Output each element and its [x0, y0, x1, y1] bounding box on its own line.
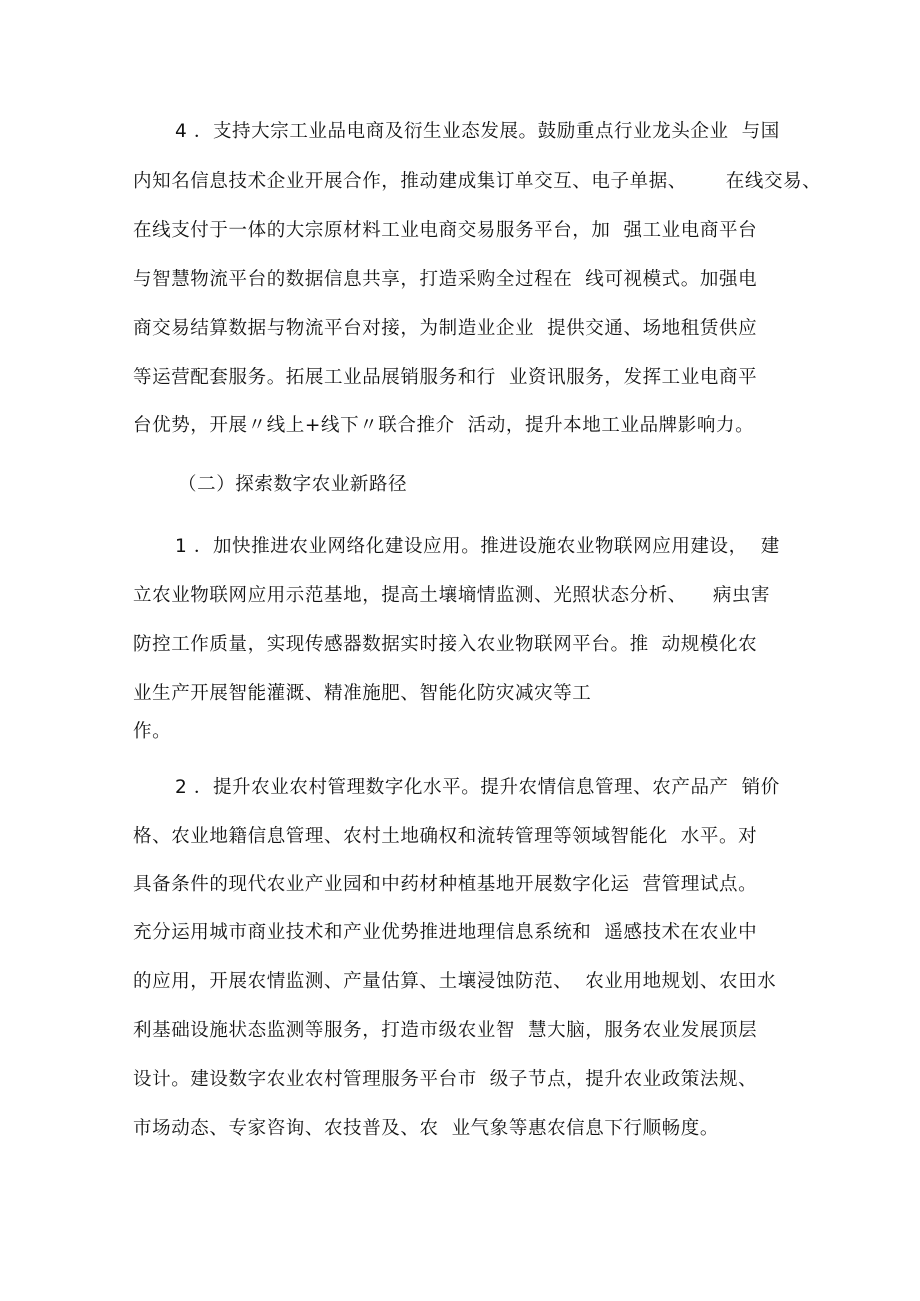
paragraph-line: 内知名信息技术企业开展合作，推动建成集订单交互、电子单据、 在线交易、: [133, 171, 822, 192]
paragraph-line: 立农业物联网应用示范基地，提高土壤墒情监测、光照状态分析、 病虫害: [133, 585, 771, 606]
paragraph-line: 利基础设施状态监测等服务，打造市级农业智 慧大脑，服务农业发展顶层: [133, 1020, 758, 1041]
paragraph-line: 台优势，开展〃线上+线下〃联合推介 活动，提升本地工业品牌影响力。: [133, 415, 755, 436]
paragraph-line: 市场动态、专家咨询、农技普及、农 业气象等惠农信息下行顺畅度。: [133, 1118, 719, 1139]
paragraph-line: 具备条件的现代农业产业园和中药材种植基地开展数字化运 营管理试点。: [133, 874, 758, 895]
paragraph-line: 2 ．提升农业农村管理数字化水平。提升农情信息管理、农产品产 销价: [175, 777, 780, 798]
paragraph-line: 设计。建设数字农业农村管理服务平台市 级子节点，提升农业政策法规、: [133, 1069, 758, 1090]
paragraph-line: 商交易结算数据与物流平台对接，为制造业企业 提供交通、场地租赁供应: [133, 318, 758, 339]
paragraph-line: 充分运用城市商业技术和产业优势推进地理信息系统和 遥感技术在农业中: [133, 922, 758, 943]
paragraph-line: 防控工作质量，实现传感器数据实时接入农业物联网平台。推 动规模化农: [133, 634, 758, 655]
paragraph-line: 1 ．加快推进农业网络化建设应用。推进设施农业物联网应用建设， 建: [175, 536, 780, 557]
paragraph-line: 与智慧物流平台的数据信息共享，打造采购全过程在 线可视模式。加强电: [133, 269, 758, 290]
paragraph-line: 在线支付于一体的大宗原材料工业电商交易服务平台，加 强工业电商平台: [133, 220, 758, 241]
section-heading: （二）探索数字农业新路径: [178, 474, 408, 495]
paragraph-line: 4 ．支持大宗工业品电商及衍生业态发展。鼓励重点行业龙头企业 与国: [175, 121, 780, 142]
paragraph-line: 等运营配套服务。拓展工业品展销服务和行 业资讯服务，发挥工业电商平: [133, 367, 758, 388]
paragraph-line: 作。: [133, 721, 172, 742]
paragraph-line: 的应用，开展农情监测、产量估算、土壤浸蚀防范、 农业用地规划、农田水: [133, 971, 777, 992]
paragraph-line: 业生产开展智能灌溉、精准施肥、智能化防灾减灾等工: [133, 683, 592, 704]
paragraph-line: 格、农业地籍信息管理、农村土地确权和流转管理等领域智能化 水平。对: [133, 826, 758, 847]
